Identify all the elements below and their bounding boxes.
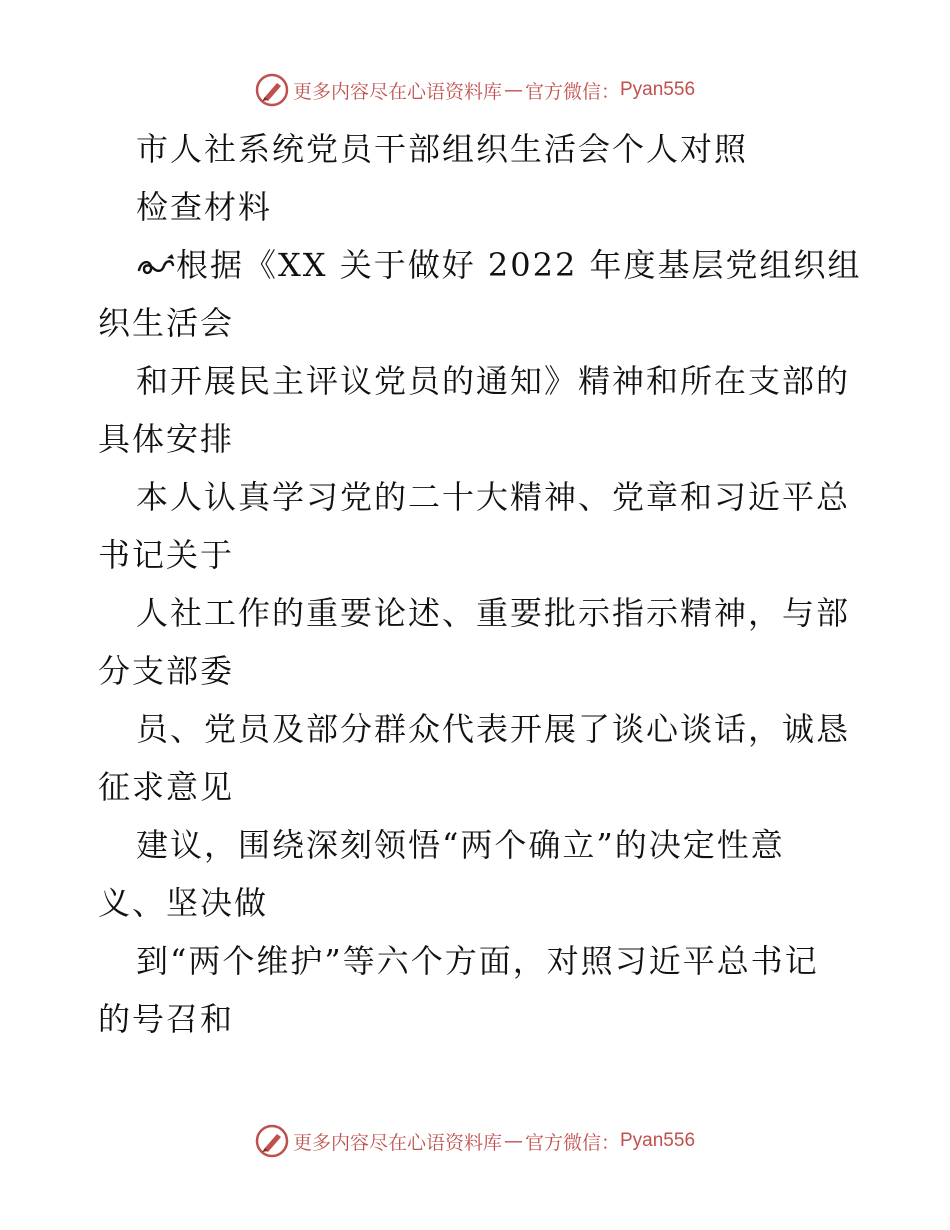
watermark-label: 官方微信： xyxy=(524,80,620,103)
ornament-bullet-icon xyxy=(136,250,176,280)
doc-line: 本人认真学习党的二十大精神、党章和习近平总 xyxy=(136,478,851,516)
watermark-account: Pyan556 xyxy=(620,79,696,100)
pen-logo-icon xyxy=(255,1124,289,1158)
doc-line: 员、党员及部分群众代表开展了谈心谈话，诚恳 xyxy=(136,710,851,748)
doc-line: 分支部委 xyxy=(98,652,235,690)
watermark-dash: — xyxy=(503,1130,523,1152)
doc-line: 建议，围绕深刻领悟“两个确立”的决定性意 xyxy=(136,826,785,864)
doc-line: 和开展民主评议党员的通知》精神和所在支部的 xyxy=(136,362,851,400)
doc-line: 义、坚决做 xyxy=(98,884,269,922)
watermark-title: 更多内容尽在心语资料库 xyxy=(292,1131,502,1154)
doc-line: 织生活会 xyxy=(98,304,235,342)
pen-logo-icon xyxy=(255,73,289,107)
doc-line: 的号召和 xyxy=(98,1000,235,1038)
doc-line: 征求意见 xyxy=(98,768,235,806)
header-watermark xyxy=(0,70,950,110)
doc-line: 检查材料 xyxy=(136,188,273,226)
doc-line: 具体安排 xyxy=(98,420,235,458)
footer-watermark xyxy=(0,1121,950,1161)
doc-line: 人社工作的重要论述、重要批示指示精神，与部 xyxy=(136,594,851,632)
watermark-label: 官方微信： xyxy=(524,1131,620,1154)
watermark-title: 更多内容尽在心语资料库 xyxy=(292,80,502,103)
doc-line: 到“两个维护”等六个方面，对照习近平总书记 xyxy=(136,942,819,980)
watermark-dash: — xyxy=(503,79,523,101)
watermark-account: Pyan556 xyxy=(620,1130,696,1151)
doc-line-text: 根据《XX 关于做好 2022 年度基层党组织组 xyxy=(176,246,862,284)
doc-line-with-bullet xyxy=(136,236,862,294)
doc-line: 市人社系统党员干部组织生活会个人对照 xyxy=(136,130,749,168)
doc-line: 书记关于 xyxy=(98,536,235,574)
